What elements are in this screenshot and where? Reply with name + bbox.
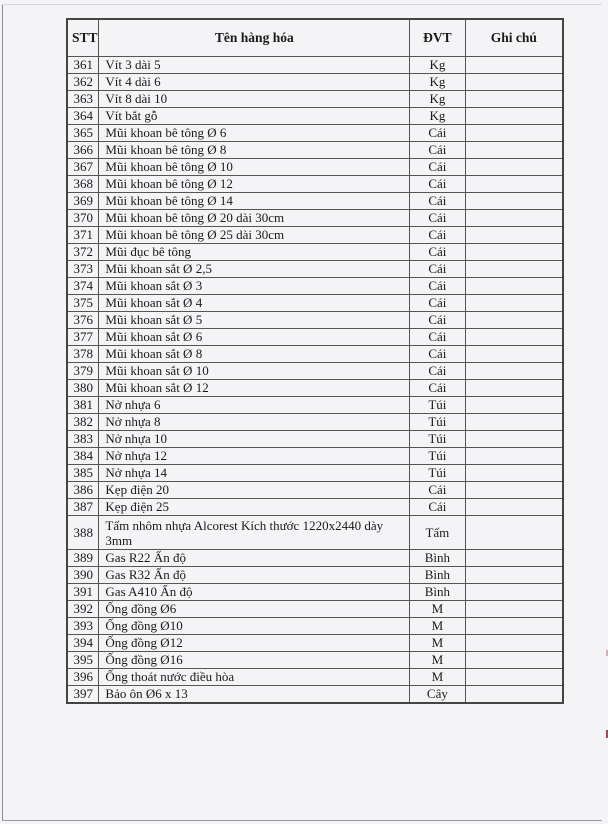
row-unit: M	[410, 652, 465, 669]
row-note	[465, 108, 563, 125]
row-name: Mũi khoan bê tông Ø 6	[99, 125, 410, 142]
table-row	[67, 159, 563, 176]
row-unit: Cái	[410, 482, 465, 499]
row-stt: 369	[67, 193, 99, 210]
row-unit: M	[410, 635, 465, 652]
row-name: Ống đồng Ø10	[99, 618, 410, 635]
row-unit: Kg	[410, 74, 465, 91]
table-row	[67, 74, 563, 91]
table-row	[67, 295, 563, 312]
row-name: Ống đồng Ø16	[99, 652, 410, 669]
row-name: Nở nhựa 12	[99, 448, 410, 465]
row-unit: Túi	[410, 465, 465, 482]
row-stt: 393	[67, 618, 99, 635]
row-stt: 396	[67, 669, 99, 686]
row-stt: 366	[67, 142, 99, 159]
table-row	[67, 278, 563, 295]
table-row	[67, 550, 563, 567]
row-stt: 382	[67, 414, 99, 431]
goods-table	[66, 18, 564, 704]
row-note	[465, 465, 563, 482]
row-unit: Cái	[410, 261, 465, 278]
row-unit: Cái	[410, 176, 465, 193]
row-name: Nở nhựa 14	[99, 465, 410, 482]
row-name: Mũi khoan sắt Ø 5	[99, 312, 410, 329]
row-unit: Cái	[410, 346, 465, 363]
table-row	[67, 465, 563, 482]
row-stt: 364	[67, 108, 99, 125]
row-stt: 375	[67, 295, 99, 312]
row-note	[465, 635, 563, 652]
table-row	[67, 125, 563, 142]
row-stt: 388	[67, 516, 99, 550]
row-note	[465, 91, 563, 108]
row-unit: Kg	[410, 91, 465, 108]
row-name: Mũi khoan sắt Ø 3	[99, 278, 410, 295]
row-unit: Túi	[410, 448, 465, 465]
row-name: Mũi khoan sắt Ø 4	[99, 295, 410, 312]
row-stt: 387	[67, 499, 99, 516]
header-stt: STT	[67, 19, 99, 57]
table-row	[67, 601, 563, 618]
row-note	[465, 244, 563, 261]
table-row	[67, 567, 563, 584]
row-name: Mũi khoan sắt Ø 8	[99, 346, 410, 363]
row-stt: 362	[67, 74, 99, 91]
table-row	[67, 312, 563, 329]
row-name: Ống đồng Ø6	[99, 601, 410, 618]
row-note	[465, 312, 563, 329]
row-unit: Cái	[410, 363, 465, 380]
table-row	[67, 618, 563, 635]
table-row	[67, 380, 563, 397]
row-stt: 391	[67, 584, 99, 601]
row-note	[465, 550, 563, 567]
row-unit: Cái	[410, 312, 465, 329]
row-unit: Cái	[410, 380, 465, 397]
row-stt: 394	[67, 635, 99, 652]
table-row	[67, 329, 563, 346]
table-row	[67, 431, 563, 448]
row-name: Mũi khoan sắt Ø 2,5	[99, 261, 410, 278]
page-edge-bottom	[2, 820, 602, 821]
table-row	[67, 635, 563, 652]
row-note	[465, 295, 563, 312]
row-stt: 381	[67, 397, 99, 414]
table-row	[67, 142, 563, 159]
row-note	[465, 397, 563, 414]
row-stt: 379	[67, 363, 99, 380]
row-stt: 368	[67, 176, 99, 193]
row-note	[465, 74, 563, 91]
row-unit: M	[410, 601, 465, 618]
row-name: Ống thoát nước điều hòa	[99, 669, 410, 686]
row-name: Mũi khoan bê tông Ø 8	[99, 142, 410, 159]
row-unit: Túi	[410, 431, 465, 448]
header-row	[67, 19, 563, 57]
row-name: Gas A410 Ấn độ	[99, 584, 410, 601]
row-name: Mũi khoan bê tông Ø 25 dài 30cm	[99, 227, 410, 244]
row-stt: 397	[67, 686, 99, 704]
row-stt: 390	[67, 567, 99, 584]
header-unit: ĐVT	[410, 19, 465, 57]
row-name: Vít bắt gỗ	[99, 108, 410, 125]
row-name: Ống đồng Ø12	[99, 635, 410, 652]
row-stt: 395	[67, 652, 99, 669]
table-row	[67, 227, 563, 244]
table-row	[67, 584, 563, 601]
row-note	[465, 414, 563, 431]
row-unit: Cái	[410, 125, 465, 142]
page-edge-left	[2, 4, 3, 820]
row-unit: Cái	[410, 244, 465, 261]
row-unit: M	[410, 669, 465, 686]
row-name: Nở nhựa 6	[99, 397, 410, 414]
row-note	[465, 584, 563, 601]
row-stt: 386	[67, 482, 99, 499]
row-unit: Cái	[410, 278, 465, 295]
row-stt: 392	[67, 601, 99, 618]
row-unit: M	[410, 618, 465, 635]
table-row	[67, 57, 563, 74]
row-name: Mũi khoan bê tông Ø 14	[99, 193, 410, 210]
table-body	[67, 57, 563, 704]
row-note	[465, 329, 563, 346]
table-row	[67, 363, 563, 380]
row-note	[465, 380, 563, 397]
row-stt: 374	[67, 278, 99, 295]
row-name: Vít 8 dài 10	[99, 91, 410, 108]
row-stt: 376	[67, 312, 99, 329]
row-note	[465, 482, 563, 499]
row-unit: Bình	[410, 584, 465, 601]
row-stt: 384	[67, 448, 99, 465]
row-note	[465, 210, 563, 227]
row-name: Mũi khoan bê tông Ø 10	[99, 159, 410, 176]
row-unit: Túi	[410, 397, 465, 414]
row-unit: Cái	[410, 142, 465, 159]
row-note	[465, 278, 563, 295]
table-row	[67, 91, 563, 108]
table-row	[67, 346, 563, 363]
row-name: Mũi khoan bê tông Ø 12	[99, 176, 410, 193]
row-unit: Cây	[410, 686, 465, 704]
row-name: Mũi khoan bê tông Ø 20 dài 30cm	[99, 210, 410, 227]
row-unit: Cái	[410, 227, 465, 244]
row-note	[465, 686, 563, 704]
row-name: Gas R22 Ấn độ	[99, 550, 410, 567]
row-note	[465, 669, 563, 686]
table-row	[67, 686, 563, 704]
row-unit: Kg	[410, 57, 465, 74]
table-row	[67, 669, 563, 686]
row-note	[465, 57, 563, 74]
row-stt: 371	[67, 227, 99, 244]
row-name: Mũi đục bê tông	[99, 244, 410, 261]
page-edge-top	[2, 4, 602, 5]
row-stt: 363	[67, 91, 99, 108]
row-unit: Cái	[410, 499, 465, 516]
row-note	[465, 227, 563, 244]
row-name: Kẹp điện 25	[99, 499, 410, 516]
row-name: Tấm nhôm nhựa Alcorest Kích thước 1220x2440 dày 3mm	[99, 516, 410, 550]
table-row	[67, 499, 563, 516]
row-name: Kẹp điện 20	[99, 482, 410, 499]
row-unit: Bình	[410, 567, 465, 584]
row-note	[465, 346, 563, 363]
table-row	[67, 244, 563, 261]
row-name: Nở nhựa 8	[99, 414, 410, 431]
row-note	[465, 448, 563, 465]
header-name: Tên hàng hóa	[99, 19, 410, 57]
row-stt: 377	[67, 329, 99, 346]
row-stt: 378	[67, 346, 99, 363]
row-note	[465, 567, 563, 584]
row-name: Nở nhựa 10	[99, 431, 410, 448]
row-name: Bảo ôn Ø6 x 13	[99, 686, 410, 704]
row-name: Gas R32 Ấn độ	[99, 567, 410, 584]
row-unit: Cái	[410, 159, 465, 176]
row-unit: Cái	[410, 329, 465, 346]
row-unit: Cái	[410, 210, 465, 227]
row-name: Mũi khoan sắt Ø 10	[99, 363, 410, 380]
header-note: Ghi chú	[465, 19, 563, 57]
row-name: Mũi khoan sắt Ø 6	[99, 329, 410, 346]
row-name: Vít 3 dài 5	[99, 57, 410, 74]
row-unit: Cái	[410, 295, 465, 312]
row-note	[465, 176, 563, 193]
row-note	[465, 618, 563, 635]
row-note	[465, 142, 563, 159]
row-unit: Kg	[410, 108, 465, 125]
table-row	[67, 482, 563, 499]
row-note	[465, 261, 563, 278]
row-stt: 389	[67, 550, 99, 567]
table-row	[67, 261, 563, 278]
row-stt: 361	[67, 57, 99, 74]
table-row	[67, 652, 563, 669]
row-stt: 380	[67, 380, 99, 397]
row-note	[465, 159, 563, 176]
row-note	[465, 499, 563, 516]
row-stt: 383	[67, 431, 99, 448]
table-row	[67, 516, 563, 550]
row-note	[465, 125, 563, 142]
row-name: Mũi khoan sắt Ø 12	[99, 380, 410, 397]
row-unit: Tấm	[410, 516, 465, 550]
row-note	[465, 431, 563, 448]
row-note	[465, 601, 563, 618]
row-stt: 370	[67, 210, 99, 227]
row-note	[465, 363, 563, 380]
row-stt: 367	[67, 159, 99, 176]
row-stt: 372	[67, 244, 99, 261]
row-unit: Bình	[410, 550, 465, 567]
row-unit: Túi	[410, 414, 465, 431]
table-row	[67, 176, 563, 193]
row-note	[465, 516, 563, 550]
row-note	[465, 652, 563, 669]
row-stt: 365	[67, 125, 99, 142]
table-row	[67, 193, 563, 210]
row-name: Vít 4 dài 6	[99, 74, 410, 91]
table-row	[67, 397, 563, 414]
row-note	[465, 193, 563, 210]
row-unit: Cái	[410, 193, 465, 210]
row-stt: 373	[67, 261, 99, 278]
table-row	[67, 210, 563, 227]
table-row	[67, 414, 563, 431]
table-row	[67, 448, 563, 465]
row-stt: 385	[67, 465, 99, 482]
table-row	[67, 108, 563, 125]
